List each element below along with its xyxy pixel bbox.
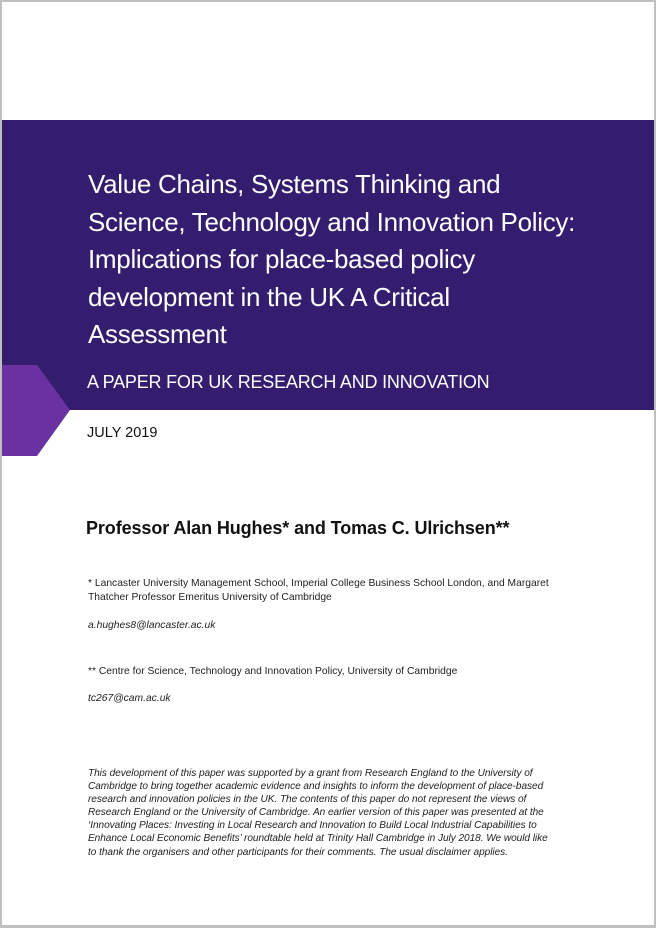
ack-line: Enhance Local Economic Benefits’ roundtable held at Trinity Hall Cambridge in July 2018. We would like bbox=[88, 833, 548, 845]
ack-line: ‘Innovating Places: Investing in Local Research and Innovation to Build Local Industrial Capabilities to bbox=[88, 820, 537, 832]
title-line: Assessment bbox=[88, 319, 227, 349]
ack-line: research and innovation policies in the UK. The contents of this paper do not represent the views of bbox=[88, 794, 527, 806]
affiliation-line: Thatcher Professor Emeritus University of Cambridge bbox=[88, 592, 332, 603]
publication-date: JULY 2019 bbox=[87, 425, 158, 441]
title-line: Science, Technology and Innovation Policy: bbox=[88, 206, 576, 237]
chevron-shape bbox=[2, 365, 70, 456]
ack-line: Cambridge to bring together academic evidence and insights to inform the development of place-based bbox=[88, 781, 544, 793]
ack-line: This development of this paper was supported by a grant from Research England to the University of bbox=[88, 768, 533, 779]
email-link-ulrichsen[interactable]: tc267@cam.ac.uk bbox=[88, 693, 171, 704]
affiliation-1 bbox=[88, 577, 588, 605]
title-line: development in the UK A Critical bbox=[88, 281, 450, 312]
affiliation-line: * Lancaster University Management School, Imperial College Business School London, and Margaret bbox=[88, 578, 549, 589]
ack-line: Research England or the University of Cambridge. An earlier version of this paper was presented at the bbox=[88, 807, 544, 819]
authors: Professor Alan Hughes* and Tomas C. Ulrichsen** bbox=[86, 518, 510, 538]
title-line: Value Chains, Systems Thinking and bbox=[88, 169, 501, 199]
ack-line: to thank the organisers and other participants for their comments. The usual disclaimer applies. bbox=[88, 846, 508, 858]
affiliation-line: ** Centre for Science, Technology and Innovation Policy, University of Cambridge bbox=[88, 666, 458, 677]
document-subtitle: A PAPER FOR UK RESEARCH AND INNOVATION bbox=[87, 372, 490, 392]
chevron-decoration bbox=[2, 365, 72, 456]
title-line: Implications for place-based policy bbox=[88, 244, 475, 274]
acknowledgement-paragraph bbox=[88, 767, 598, 859]
affiliation-2 bbox=[88, 665, 588, 679]
email-link-hughes[interactable]: a.hughes8@lancaster.ac.uk bbox=[88, 620, 216, 631]
document-title bbox=[88, 166, 648, 354]
